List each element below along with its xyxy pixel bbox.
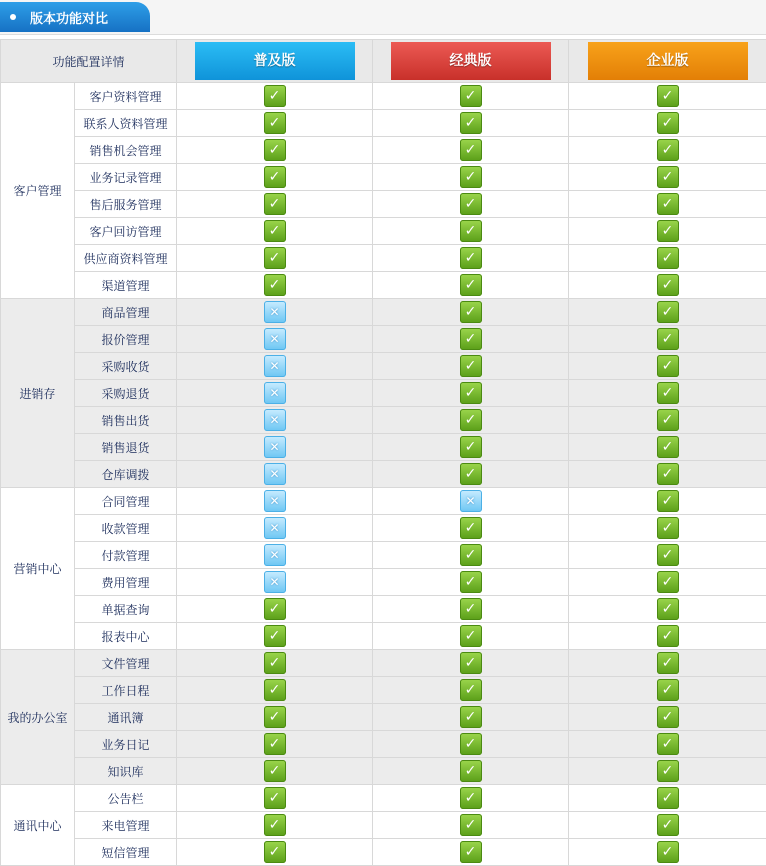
support-cell [373,758,569,785]
table-row [1,164,766,191]
section-title-tab [0,2,150,32]
check-icon: ✓ [460,274,482,296]
support-cell [373,191,569,218]
check-icon: ✓ [657,85,679,107]
feature-name-cell: 渠道管理 [75,272,177,299]
feature-name-cell: 报表中心 [75,623,177,650]
support-cell [177,245,373,272]
check-icon: ✓ [657,139,679,161]
support-cell [177,110,373,137]
check-icon: ✓ [460,139,482,161]
support-cell [373,569,569,596]
check-icon: ✓ [460,301,482,323]
check-icon: ✓ [264,598,286,620]
category-cell: 通讯中心 [1,785,75,866]
check-icon: ✓ [264,193,286,215]
support-cell [177,299,373,326]
support-cell [569,245,766,272]
support-cell [373,731,569,758]
support-cell [373,407,569,434]
cross-icon: ✕ [264,571,286,593]
feature-name-cell: 通讯簿 [75,704,177,731]
table-row [1,650,766,677]
support-cell [569,299,766,326]
table-row [1,245,766,272]
edition-classic-label: 经典版 [391,42,551,80]
support-cell [569,434,766,461]
edition-enterprise-label: 企业版 [588,42,748,80]
check-icon: ✓ [657,679,679,701]
table-row [1,191,766,218]
support-cell [373,272,569,299]
support-cell [373,353,569,380]
check-icon: ✓ [657,220,679,242]
check-icon: ✓ [657,517,679,539]
support-cell [177,218,373,245]
feature-name-cell: 客户资料管理 [75,83,177,110]
feature-name-cell: 联系人资料管理 [75,110,177,137]
cross-icon: ✕ [264,490,286,512]
support-cell [569,785,766,812]
check-icon: ✓ [657,247,679,269]
feature-name-cell: 采购退货 [75,380,177,407]
support-cell [569,461,766,488]
feature-name-cell: 合同管理 [75,488,177,515]
check-icon: ✓ [657,598,679,620]
check-icon: ✓ [460,598,482,620]
check-icon: ✓ [657,436,679,458]
cross-icon: ✕ [264,301,286,323]
check-icon: ✓ [460,625,482,647]
check-icon: ✓ [460,436,482,458]
header-bar [0,0,766,35]
support-cell [373,785,569,812]
check-icon: ✓ [264,706,286,728]
support-cell [177,758,373,785]
check-icon: ✓ [657,652,679,674]
check-icon: ✓ [657,706,679,728]
support-cell [569,191,766,218]
support-cell [569,731,766,758]
check-icon: ✓ [657,193,679,215]
support-cell [373,326,569,353]
support-cell [177,812,373,839]
feature-name-cell: 销售机会管理 [75,137,177,164]
support-cell [177,326,373,353]
support-cell [569,569,766,596]
category-cell: 客户管理 [1,83,75,299]
check-icon: ✓ [264,166,286,188]
support-cell [373,704,569,731]
check-icon: ✓ [460,571,482,593]
support-cell [569,704,766,731]
table-row [1,623,766,650]
feature-name-cell: 付款管理 [75,542,177,569]
feature-name-cell: 业务日记 [75,731,177,758]
cross-icon: ✕ [264,355,286,377]
check-icon: ✓ [460,220,482,242]
category-cell: 我的办公室 [1,650,75,785]
table-body [1,83,766,866]
feature-name-cell: 短信管理 [75,839,177,866]
support-cell [177,488,373,515]
check-icon: ✓ [264,652,286,674]
check-icon: ✓ [657,841,679,863]
table-row [1,542,766,569]
support-cell [177,434,373,461]
support-cell [569,353,766,380]
support-cell [373,164,569,191]
check-icon: ✓ [657,544,679,566]
support-cell [177,677,373,704]
check-icon: ✓ [460,841,482,863]
edition-basic-label: 普及版 [195,42,355,80]
support-cell [373,650,569,677]
table-row [1,434,766,461]
table-row [1,488,766,515]
support-cell [569,218,766,245]
feature-name-cell: 来电管理 [75,812,177,839]
table-row [1,596,766,623]
check-icon: ✓ [460,166,482,188]
support-cell [177,407,373,434]
feature-name-cell: 收款管理 [75,515,177,542]
category-cell: 进销存 [1,299,75,488]
support-cell [569,407,766,434]
check-icon: ✓ [460,85,482,107]
support-cell [177,623,373,650]
edition-header-basic [177,40,373,83]
check-icon: ✓ [460,760,482,782]
support-cell [177,542,373,569]
cross-icon: ✕ [264,382,286,404]
check-icon: ✓ [264,760,286,782]
category-cell: 营销中心 [1,488,75,650]
check-icon: ✓ [264,733,286,755]
check-icon: ✓ [657,571,679,593]
table-row [1,704,766,731]
cross-icon: ✕ [264,544,286,566]
feature-name-cell: 客户回访管理 [75,218,177,245]
cross-icon: ✕ [264,517,286,539]
support-cell [373,245,569,272]
check-icon: ✓ [264,814,286,836]
check-icon: ✓ [460,652,482,674]
table-row [1,515,766,542]
support-cell [373,839,569,866]
check-icon: ✓ [657,490,679,512]
check-icon: ✓ [460,679,482,701]
check-icon: ✓ [657,463,679,485]
support-cell [177,704,373,731]
support-cell [177,83,373,110]
feature-name-cell: 销售出货 [75,407,177,434]
support-cell [373,380,569,407]
table-row [1,677,766,704]
support-cell [569,542,766,569]
support-cell [569,650,766,677]
table-row [1,218,766,245]
support-cell [373,434,569,461]
page-title: 版本功能对比 [30,8,108,27]
check-icon: ✓ [460,517,482,539]
table-row [1,731,766,758]
support-cell [569,137,766,164]
support-cell [177,650,373,677]
check-icon: ✓ [460,409,482,431]
support-cell [373,515,569,542]
table-row [1,326,766,353]
feature-name-cell: 供应商资料管理 [75,245,177,272]
check-icon: ✓ [657,760,679,782]
feature-name-cell: 知识库 [75,758,177,785]
check-icon: ✓ [264,679,286,701]
support-cell [569,677,766,704]
check-icon: ✓ [657,274,679,296]
check-icon: ✓ [657,301,679,323]
check-icon: ✓ [460,382,482,404]
check-icon: ✓ [460,247,482,269]
support-cell [373,137,569,164]
support-cell [373,83,569,110]
feature-name-cell: 文件管理 [75,650,177,677]
check-icon: ✓ [657,787,679,809]
check-icon: ✓ [264,85,286,107]
bullet-icon [10,14,16,20]
feature-name-cell: 仓库调拨 [75,461,177,488]
support-cell [373,461,569,488]
check-icon: ✓ [460,193,482,215]
feature-comparison-table [0,39,766,866]
check-icon: ✓ [460,787,482,809]
check-icon: ✓ [264,139,286,161]
table-header-row [1,40,766,83]
support-cell [373,218,569,245]
feature-name-cell: 工作日程 [75,677,177,704]
support-cell [373,677,569,704]
table-row [1,569,766,596]
support-cell [569,380,766,407]
support-cell [177,839,373,866]
feature-name-cell: 业务记录管理 [75,164,177,191]
support-cell [177,596,373,623]
support-cell [177,785,373,812]
check-icon: ✓ [657,814,679,836]
check-icon: ✓ [657,382,679,404]
support-cell [177,731,373,758]
check-icon: ✓ [657,166,679,188]
feature-name-cell: 公告栏 [75,785,177,812]
check-icon: ✓ [657,409,679,431]
check-icon: ✓ [460,355,482,377]
table-row [1,812,766,839]
check-icon: ✓ [264,112,286,134]
check-icon: ✓ [657,625,679,647]
support-cell [177,272,373,299]
support-cell [569,83,766,110]
cross-icon: ✕ [264,409,286,431]
check-icon: ✓ [460,814,482,836]
check-icon: ✓ [264,247,286,269]
support-cell [569,758,766,785]
check-icon: ✓ [460,112,482,134]
table-row [1,461,766,488]
check-icon: ✓ [460,463,482,485]
check-icon: ✓ [460,706,482,728]
edition-header-classic [373,40,569,83]
cross-icon: ✕ [264,463,286,485]
check-icon: ✓ [460,733,482,755]
support-cell [177,164,373,191]
table-row [1,137,766,164]
support-cell [569,839,766,866]
support-cell [569,515,766,542]
edition-header-enterprise [569,40,766,83]
table-row [1,407,766,434]
support-cell [569,272,766,299]
check-icon: ✓ [657,112,679,134]
support-cell [569,488,766,515]
check-icon: ✓ [264,787,286,809]
table-row [1,272,766,299]
feature-name-cell: 费用管理 [75,569,177,596]
check-icon: ✓ [264,841,286,863]
check-icon: ✓ [460,544,482,566]
table-row [1,353,766,380]
support-cell [177,191,373,218]
support-cell [177,137,373,164]
cross-icon: ✕ [264,436,286,458]
support-cell [373,488,569,515]
table-row [1,83,766,110]
check-icon: ✓ [264,625,286,647]
table-row [1,380,766,407]
feature-name-cell: 单据查询 [75,596,177,623]
check-icon: ✓ [460,328,482,350]
support-cell [569,596,766,623]
check-icon: ✓ [657,733,679,755]
check-icon: ✓ [657,355,679,377]
support-cell [373,299,569,326]
support-cell [177,380,373,407]
feature-name-cell: 采购收货 [75,353,177,380]
feature-name-cell: 销售退货 [75,434,177,461]
support-cell [569,623,766,650]
support-cell [177,569,373,596]
support-cell [177,515,373,542]
support-cell [177,353,373,380]
support-cell [569,110,766,137]
support-cell [569,326,766,353]
feature-name-cell: 报价管理 [75,326,177,353]
table-row [1,299,766,326]
table-row [1,110,766,137]
cross-icon: ✕ [264,328,286,350]
cross-icon: ✕ [460,490,482,512]
support-cell [569,812,766,839]
check-icon: ✓ [264,220,286,242]
check-icon: ✓ [264,274,286,296]
feature-name-cell: 商品管理 [75,299,177,326]
table-row [1,758,766,785]
table-row [1,839,766,866]
support-cell [373,542,569,569]
support-cell [569,164,766,191]
support-cell [177,461,373,488]
support-cell [373,110,569,137]
table-row [1,785,766,812]
support-cell [373,812,569,839]
feature-name-cell: 售后服务管理 [75,191,177,218]
support-cell [373,596,569,623]
support-cell [373,623,569,650]
check-icon: ✓ [657,328,679,350]
feature-column-header: 功能配置详情 [1,40,177,83]
